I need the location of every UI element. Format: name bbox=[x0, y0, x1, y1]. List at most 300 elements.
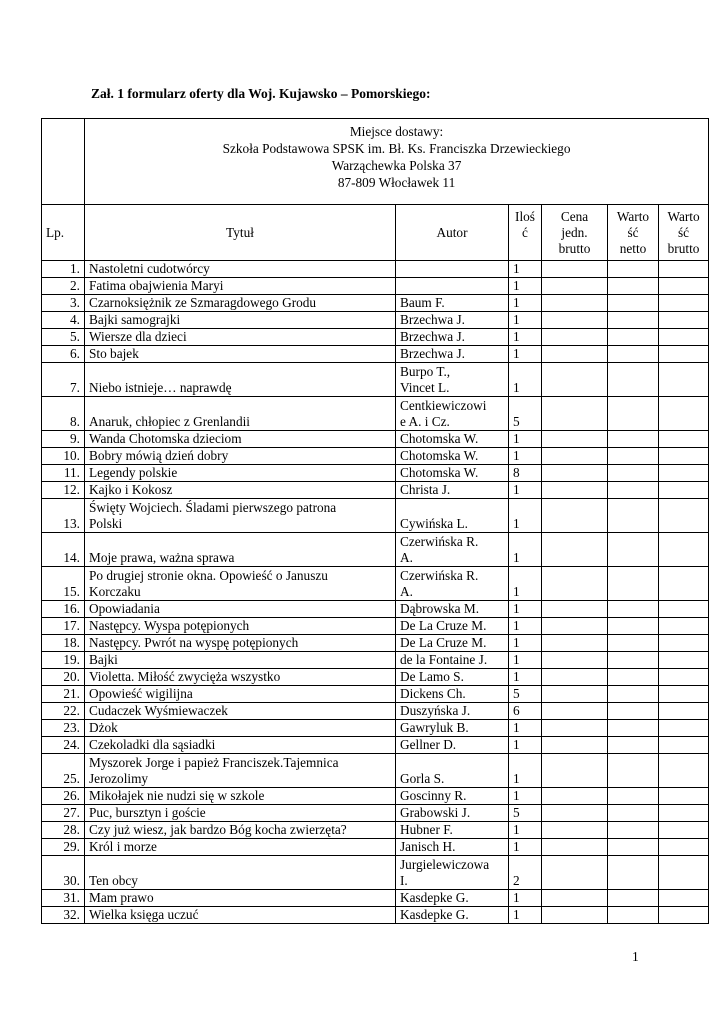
row-net-value bbox=[608, 465, 659, 482]
row-unit-price bbox=[542, 567, 608, 601]
row-author-line: Duszyńska J. bbox=[400, 703, 471, 718]
header-net-l2: ść bbox=[627, 224, 639, 240]
delivery-place bbox=[85, 119, 709, 205]
row-lp: 19. bbox=[42, 652, 85, 669]
row-lp: 14. bbox=[42, 533, 85, 567]
row-lp: 15. bbox=[42, 567, 85, 601]
row-qty: 5 bbox=[509, 805, 542, 822]
row-author-line: Brzechwa J. bbox=[400, 312, 465, 327]
row-gross-value bbox=[659, 397, 709, 431]
row-net-value bbox=[608, 295, 659, 312]
row-qty: 2 bbox=[509, 856, 542, 890]
row-title-line: Następcy. Wyspa potępionych bbox=[89, 618, 250, 633]
row-net-value bbox=[608, 703, 659, 720]
row-lp: 2. bbox=[42, 278, 85, 295]
row-gross-value bbox=[659, 329, 709, 346]
row-qty: 1 bbox=[509, 839, 542, 856]
header-row bbox=[42, 205, 709, 261]
header-price-l1: Cena bbox=[560, 208, 589, 224]
row-title bbox=[85, 465, 396, 482]
row-lp: 4. bbox=[42, 312, 85, 329]
row-net-value bbox=[608, 363, 659, 397]
header-qty bbox=[509, 205, 542, 261]
row-lp: 22. bbox=[42, 703, 85, 720]
row-unit-price bbox=[542, 652, 608, 669]
row-unit-price bbox=[542, 261, 608, 278]
row-author bbox=[396, 618, 509, 635]
row-lp: 17. bbox=[42, 618, 85, 635]
table-row bbox=[42, 669, 709, 686]
row-unit-price bbox=[542, 754, 608, 788]
row-lp: 13. bbox=[42, 499, 85, 533]
table-row bbox=[42, 686, 709, 703]
header-gross bbox=[659, 205, 709, 261]
row-title-line: Cudaczek Wyśmiewaczek bbox=[89, 703, 228, 718]
row-author-line: Gawryluk B. bbox=[400, 720, 469, 735]
row-qty: 1 bbox=[509, 278, 542, 295]
row-author bbox=[396, 822, 509, 839]
row-gross-value bbox=[659, 295, 709, 312]
row-author bbox=[396, 397, 509, 431]
row-qty: 1 bbox=[509, 261, 542, 278]
table-row bbox=[42, 737, 709, 754]
row-gross-value bbox=[659, 278, 709, 295]
row-qty: 6 bbox=[509, 703, 542, 720]
row-net-value bbox=[608, 635, 659, 652]
row-title bbox=[85, 346, 396, 363]
row-title bbox=[85, 907, 396, 924]
row-author bbox=[396, 754, 509, 788]
table-row bbox=[42, 788, 709, 805]
row-qty: 1 bbox=[509, 618, 542, 635]
row-gross-value bbox=[659, 448, 709, 465]
row-unit-price bbox=[542, 720, 608, 737]
row-gross-value bbox=[659, 465, 709, 482]
row-author bbox=[396, 567, 509, 601]
form-heading: Zał. 1 formularz oferty dla Woj. Kujawsko – Pomorskiego: bbox=[91, 86, 431, 101]
row-author-line: Gellner D. bbox=[400, 737, 457, 752]
row-unit-price bbox=[542, 278, 608, 295]
row-unit-price bbox=[542, 822, 608, 839]
row-author bbox=[396, 329, 509, 346]
row-title bbox=[85, 601, 396, 618]
delivery-school: Szkoła Podstawowa SPSK im. Bł. Ks. Franciszka Drzewieckiego bbox=[222, 141, 571, 156]
row-lp: 26. bbox=[42, 788, 85, 805]
table-row bbox=[42, 890, 709, 907]
row-author-line: Gorla S. bbox=[400, 771, 445, 786]
row-net-value bbox=[608, 346, 659, 363]
row-gross-value bbox=[659, 907, 709, 924]
row-lp: 5. bbox=[42, 329, 85, 346]
table-row bbox=[42, 329, 709, 346]
row-title-line: Wielka księga uczuć bbox=[89, 907, 199, 922]
row-lp: 29. bbox=[42, 839, 85, 856]
row-title bbox=[85, 329, 396, 346]
row-title-line: Wanda Chotomska dzieciom bbox=[89, 431, 242, 446]
table-row bbox=[42, 822, 709, 839]
row-unit-price bbox=[542, 431, 608, 448]
row-author-line: Vincet L. bbox=[400, 380, 450, 395]
row-title-line: Król i morze bbox=[89, 839, 157, 854]
row-net-value bbox=[608, 890, 659, 907]
row-title bbox=[85, 533, 396, 567]
table-row bbox=[42, 635, 709, 652]
row-title bbox=[85, 397, 396, 431]
table-row bbox=[42, 295, 709, 312]
row-author bbox=[396, 312, 509, 329]
row-title bbox=[85, 278, 396, 295]
row-author-line: Janisch H. bbox=[400, 839, 456, 854]
row-lp: 25. bbox=[42, 754, 85, 788]
row-title bbox=[85, 754, 396, 788]
row-gross-value bbox=[659, 635, 709, 652]
row-title-line: Czekoladki dla sąsiadki bbox=[89, 737, 216, 752]
row-unit-price bbox=[542, 669, 608, 686]
row-title-line: Anaruk, chłopiec z Grenlandii bbox=[89, 414, 250, 429]
row-lp: 20. bbox=[42, 669, 85, 686]
row-title bbox=[85, 499, 396, 533]
row-author bbox=[396, 635, 509, 652]
row-title-line: Fatima obajwienia Maryi bbox=[89, 278, 224, 293]
row-net-value bbox=[608, 652, 659, 669]
row-lp: 8. bbox=[42, 397, 85, 431]
row-lp: 6. bbox=[42, 346, 85, 363]
row-title-line: Myszorek Jorge i papież Franciszek.Tajemnica bbox=[89, 755, 339, 770]
table-row bbox=[42, 363, 709, 397]
row-gross-value bbox=[659, 567, 709, 601]
row-qty: 1 bbox=[509, 737, 542, 754]
row-author bbox=[396, 363, 509, 397]
row-net-value bbox=[608, 737, 659, 754]
row-gross-value bbox=[659, 669, 709, 686]
row-title bbox=[85, 312, 396, 329]
row-qty: 8 bbox=[509, 465, 542, 482]
row-title bbox=[85, 618, 396, 635]
row-title-line: Opowiadania bbox=[89, 601, 160, 616]
row-author-line: Chotomska W. bbox=[400, 431, 479, 446]
row-title bbox=[85, 839, 396, 856]
row-gross-value bbox=[659, 890, 709, 907]
row-unit-price bbox=[542, 839, 608, 856]
table-row bbox=[42, 312, 709, 329]
row-net-value bbox=[608, 805, 659, 822]
offer-table bbox=[41, 118, 709, 924]
row-title-line: Sto bajek bbox=[89, 346, 139, 361]
row-title-line: Niebo istnieje… naprawdę bbox=[89, 380, 232, 395]
row-title bbox=[85, 295, 396, 312]
row-net-value bbox=[608, 278, 659, 295]
row-title-line: Polski bbox=[89, 516, 123, 531]
row-title bbox=[85, 482, 396, 499]
row-gross-value bbox=[659, 788, 709, 805]
header-qty-l2: ć bbox=[522, 224, 528, 240]
row-qty: 1 bbox=[509, 652, 542, 669]
row-unit-price bbox=[542, 890, 608, 907]
row-title bbox=[85, 737, 396, 754]
row-unit-price bbox=[542, 329, 608, 346]
row-net-value bbox=[608, 312, 659, 329]
table-row bbox=[42, 431, 709, 448]
row-unit-price bbox=[542, 482, 608, 499]
row-author-line: de la Fontaine J. bbox=[400, 652, 488, 667]
header-price-l3: brutto bbox=[558, 240, 591, 256]
row-title bbox=[85, 856, 396, 890]
row-author bbox=[396, 669, 509, 686]
header-gross-l3: brutto bbox=[667, 240, 700, 256]
table-row bbox=[42, 397, 709, 431]
row-title-line: Bajki samograjki bbox=[89, 312, 181, 327]
header-author: Autor bbox=[396, 205, 509, 261]
row-unit-price bbox=[542, 533, 608, 567]
table-row bbox=[42, 261, 709, 278]
row-net-value bbox=[608, 839, 659, 856]
row-author bbox=[396, 346, 509, 363]
row-author-line: I. bbox=[400, 873, 408, 888]
row-lp: 21. bbox=[42, 686, 85, 703]
row-gross-value bbox=[659, 312, 709, 329]
row-unit-price bbox=[542, 635, 608, 652]
row-qty: 1 bbox=[509, 431, 542, 448]
row-title-line: Święty Wojciech. Śladami pierwszego patrona bbox=[89, 500, 337, 515]
row-net-value bbox=[608, 788, 659, 805]
row-gross-value bbox=[659, 720, 709, 737]
row-author-line: Centkiewiczowi bbox=[400, 398, 487, 413]
row-author-line: A. bbox=[400, 550, 413, 565]
row-title-line: Opowieść wigilijna bbox=[89, 686, 193, 701]
table-row bbox=[42, 856, 709, 890]
row-lp: 32. bbox=[42, 907, 85, 924]
row-lp: 3. bbox=[42, 295, 85, 312]
row-net-value bbox=[608, 397, 659, 431]
row-author-line: Hubner F. bbox=[400, 822, 453, 837]
row-author-line: Chotomska W. bbox=[400, 448, 479, 463]
table-row bbox=[42, 907, 709, 924]
row-author bbox=[396, 465, 509, 482]
row-author bbox=[396, 788, 509, 805]
row-gross-value bbox=[659, 346, 709, 363]
row-qty: 1 bbox=[509, 295, 542, 312]
header-title: Tytuł bbox=[85, 205, 396, 261]
row-author-line: De Lamo S. bbox=[400, 669, 464, 684]
row-qty: 1 bbox=[509, 635, 542, 652]
row-author bbox=[396, 295, 509, 312]
row-author-line: A. bbox=[400, 584, 413, 599]
header-net-l1: Warto bbox=[616, 208, 650, 224]
table-row bbox=[42, 465, 709, 482]
row-gross-value bbox=[659, 533, 709, 567]
row-author-line: Grabowski J. bbox=[400, 805, 471, 820]
row-net-value bbox=[608, 499, 659, 533]
table-row bbox=[42, 448, 709, 465]
row-author bbox=[396, 482, 509, 499]
row-net-value bbox=[608, 720, 659, 737]
table-row bbox=[42, 346, 709, 363]
row-title bbox=[85, 890, 396, 907]
empty-cell bbox=[42, 119, 85, 205]
delivery-city: 87-809 Włocławek 11 bbox=[337, 175, 456, 190]
delivery-label: Miejsce dostawy: bbox=[349, 124, 444, 139]
row-author-line: Czerwińska R. bbox=[400, 568, 479, 583]
row-gross-value bbox=[659, 482, 709, 499]
row-gross-value bbox=[659, 499, 709, 533]
row-qty: 1 bbox=[509, 363, 542, 397]
row-unit-price bbox=[542, 346, 608, 363]
row-title-line: Wiersze dla dzieci bbox=[89, 329, 187, 344]
row-author-line: Dąbrowska M. bbox=[400, 601, 480, 616]
row-title bbox=[85, 686, 396, 703]
row-net-value bbox=[608, 686, 659, 703]
row-gross-value bbox=[659, 618, 709, 635]
row-lp: 1. bbox=[42, 261, 85, 278]
row-title bbox=[85, 703, 396, 720]
row-unit-price bbox=[542, 703, 608, 720]
row-lp: 28. bbox=[42, 822, 85, 839]
row-author-line: Burpo T., bbox=[400, 364, 451, 379]
row-unit-price bbox=[542, 363, 608, 397]
table-row bbox=[42, 499, 709, 533]
row-qty: 1 bbox=[509, 890, 542, 907]
row-gross-value bbox=[659, 754, 709, 788]
row-title-line: Mikołajek nie nudzi się w szkole bbox=[89, 788, 265, 803]
row-qty: 1 bbox=[509, 669, 542, 686]
row-author bbox=[396, 533, 509, 567]
row-lp: 10. bbox=[42, 448, 85, 465]
row-net-value bbox=[608, 856, 659, 890]
row-title-line: Dżok bbox=[89, 720, 118, 735]
row-unit-price bbox=[542, 312, 608, 329]
row-author bbox=[396, 686, 509, 703]
row-gross-value bbox=[659, 431, 709, 448]
header-price bbox=[542, 205, 608, 261]
row-author bbox=[396, 601, 509, 618]
row-title-line: Violetta. Miłość zwycięża wszystko bbox=[89, 669, 281, 684]
row-lp: 24. bbox=[42, 737, 85, 754]
row-title bbox=[85, 822, 396, 839]
row-lp: 23. bbox=[42, 720, 85, 737]
row-qty: 1 bbox=[509, 482, 542, 499]
row-lp: 30. bbox=[42, 856, 85, 890]
row-title bbox=[85, 448, 396, 465]
row-title-line: Korczaku bbox=[89, 584, 141, 599]
row-title-line: Następcy. Pwrót na wyspę potępionych bbox=[89, 635, 299, 650]
row-title bbox=[85, 363, 396, 397]
row-lp: 16. bbox=[42, 601, 85, 618]
row-title bbox=[85, 567, 396, 601]
row-gross-value bbox=[659, 686, 709, 703]
row-qty: 1 bbox=[509, 499, 542, 533]
header-gross-l1: Warto bbox=[667, 208, 700, 224]
header-qty-l1: Iloś bbox=[515, 208, 535, 224]
row-author bbox=[396, 261, 509, 278]
table-row bbox=[42, 482, 709, 499]
row-author-line: De La Cruze M. bbox=[400, 635, 487, 650]
row-qty: 5 bbox=[509, 397, 542, 431]
row-net-value bbox=[608, 431, 659, 448]
row-net-value bbox=[608, 618, 659, 635]
row-qty: 1 bbox=[509, 533, 542, 567]
row-unit-price bbox=[542, 295, 608, 312]
row-qty: 1 bbox=[509, 312, 542, 329]
delivery-row bbox=[42, 119, 709, 205]
row-author bbox=[396, 907, 509, 924]
row-author bbox=[396, 652, 509, 669]
row-title bbox=[85, 635, 396, 652]
row-gross-value bbox=[659, 805, 709, 822]
row-qty: 1 bbox=[509, 346, 542, 363]
row-title bbox=[85, 652, 396, 669]
row-qty: 1 bbox=[509, 329, 542, 346]
row-unit-price bbox=[542, 448, 608, 465]
row-author bbox=[396, 720, 509, 737]
row-author bbox=[396, 278, 509, 295]
header-lp: Lp. bbox=[42, 205, 85, 261]
row-gross-value bbox=[659, 363, 709, 397]
row-author bbox=[396, 839, 509, 856]
row-gross-value bbox=[659, 703, 709, 720]
row-author bbox=[396, 448, 509, 465]
header-price-l2: jedn. bbox=[561, 224, 588, 240]
row-author-line: Kasdepke G. bbox=[400, 907, 469, 922]
row-lp: 7. bbox=[42, 363, 85, 397]
row-author-line: Brzechwa J. bbox=[400, 346, 465, 361]
row-author-line: Christa J. bbox=[400, 482, 451, 497]
row-unit-price bbox=[542, 686, 608, 703]
row-qty: 1 bbox=[509, 601, 542, 618]
row-gross-value bbox=[659, 737, 709, 754]
table-row bbox=[42, 567, 709, 601]
table-row bbox=[42, 720, 709, 737]
row-author-line: Jurgielewiczowa bbox=[400, 857, 490, 872]
row-net-value bbox=[608, 601, 659, 618]
page-number: 1 bbox=[632, 949, 639, 964]
table-row bbox=[42, 278, 709, 295]
row-gross-value bbox=[659, 856, 709, 890]
row-net-value bbox=[608, 261, 659, 278]
row-unit-price bbox=[542, 499, 608, 533]
row-title-line: Czy już wiesz, jak bardzo Bóg kocha zwierzęta? bbox=[89, 822, 347, 837]
row-qty: 1 bbox=[509, 720, 542, 737]
row-lp: 27. bbox=[42, 805, 85, 822]
row-unit-price bbox=[542, 788, 608, 805]
table-row bbox=[42, 839, 709, 856]
row-unit-price bbox=[542, 805, 608, 822]
row-author bbox=[396, 805, 509, 822]
row-qty: 1 bbox=[509, 448, 542, 465]
row-lp: 18. bbox=[42, 635, 85, 652]
row-author-line: Brzechwa J. bbox=[400, 329, 465, 344]
row-net-value bbox=[608, 448, 659, 465]
row-gross-value bbox=[659, 261, 709, 278]
delivery-street: Warząchewka Polska 37 bbox=[331, 158, 462, 173]
row-title-line: Legendy polskie bbox=[89, 465, 178, 480]
row-lp: 31. bbox=[42, 890, 85, 907]
row-gross-value bbox=[659, 839, 709, 856]
row-unit-price bbox=[542, 618, 608, 635]
row-title-line: Mam prawo bbox=[89, 890, 154, 905]
row-title-line: Bobry mówią dzień dobry bbox=[89, 448, 229, 463]
row-title-line: Kajko i Kokosz bbox=[89, 482, 173, 497]
table-row bbox=[42, 533, 709, 567]
row-gross-value bbox=[659, 822, 709, 839]
row-qty: 1 bbox=[509, 754, 542, 788]
row-qty: 1 bbox=[509, 788, 542, 805]
row-unit-price bbox=[542, 856, 608, 890]
row-title bbox=[85, 805, 396, 822]
row-net-value bbox=[608, 754, 659, 788]
row-unit-price bbox=[542, 397, 608, 431]
row-qty: 1 bbox=[509, 822, 542, 839]
row-unit-price bbox=[542, 465, 608, 482]
